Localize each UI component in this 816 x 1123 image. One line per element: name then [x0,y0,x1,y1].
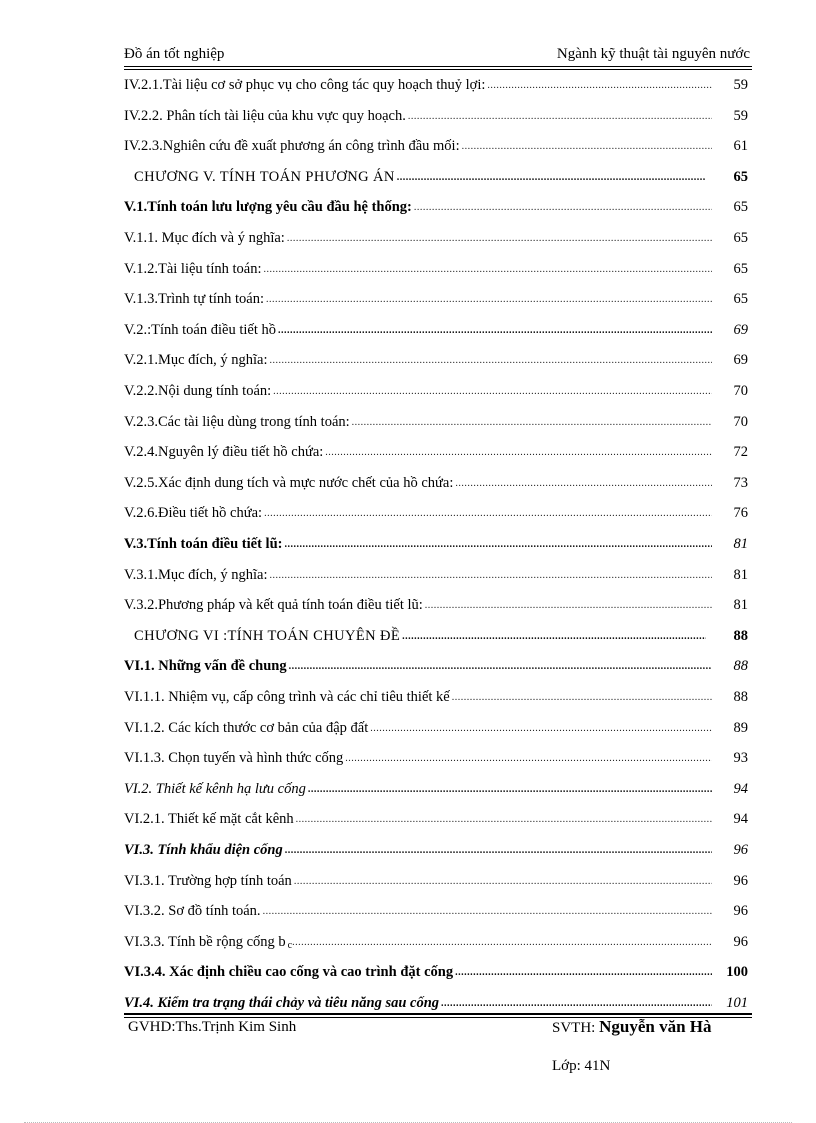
toc-entry-title: VI.3.2. Sơ đồ tính toán. [124,903,261,920]
toc-dot-leader [414,203,712,216]
header-right-text: Ngành kỹ thuật tài nguyên nước [556,46,750,62]
toc-dot-leader [292,938,712,951]
toc-page-number: 88 [733,627,748,644]
toc-dot-leader [352,418,712,431]
toc-page-number: 94 [733,811,748,828]
footer-class: Lớp: 41N [552,1058,611,1074]
toc-page-number: 81 [733,536,748,552]
footer-student-name: Nguyễn văn Hà [599,1017,712,1036]
toc-page-number: 70 [733,383,748,399]
toc-dot-leader [402,632,706,645]
toc-entry-title: V.3.1.Mục đích, ý nghĩa: [124,566,268,583]
toc-entry-title: V.2.5.Xác định dung tích và mực nước chết của hồ chứa: [124,474,454,491]
toc-page-number: 72 [733,444,748,461]
toc-dot-leader [263,907,712,920]
toc-dot-leader [408,112,712,125]
toc-page-number: 65 [733,199,748,216]
toc-entry[interactable] [124,617,752,645]
toc-dot-leader [284,540,712,553]
toc-entry[interactable] [124,678,752,706]
toc-dot-leader [397,173,706,186]
toc-entry[interactable] [124,219,752,247]
toc-entry[interactable] [124,158,752,186]
toc-dot-leader [452,693,712,706]
toc-entry[interactable] [124,311,752,339]
toc-page-number: 76 [733,505,748,522]
toc-entry-title: V.2.2.Nội dung tính toán: [124,383,272,399]
toc-entry[interactable] [124,892,752,920]
toc-entry-title: V.3.2.Phương pháp và kết quả tính toán điều tiết lũ: [124,597,423,614]
toc-entry[interactable] [124,280,752,308]
toc-page-number: 96 [733,872,748,889]
toc-page-number: 81 [733,597,748,614]
toc-entry-title: VI.1.1. Nhiệm vụ, cấp công trình và các chỉ tiêu thiết kế [124,689,450,705]
toc-page-number: 100 [726,964,748,981]
toc-dot-leader [345,754,712,767]
toc-entry-title: VI.3. Tính khẩu diện cống [124,842,283,858]
toc-page-number: 65 [733,168,748,185]
toc-entry[interactable] [124,586,752,614]
page-header [124,44,752,68]
toc-dot-leader [370,724,712,737]
toc-entry-title: IV.2.2. Phân tích tài liệu của khu vực quy hoạch. [124,107,406,124]
footer-rule [124,1013,752,1015]
toc-entry-title: VI.4. Kiểm tra trạng thái chảy và tiêu năng sau cống [124,995,440,1011]
toc-dot-leader [455,968,712,981]
toc-page-number: 88 [733,658,748,675]
toc-dot-leader [287,234,712,247]
toc-page-number: 81 [733,566,748,583]
footer-student-label: SVTH: [552,1020,596,1036]
toc-dot-leader [270,571,712,584]
toc-dot-leader [441,999,712,1012]
toc-entry[interactable] [124,923,752,951]
header-left-text: Đồ án tốt nghiệp [124,46,225,62]
toc-page-number: 101 [726,995,748,1011]
toc-entry-title: VI.1. Những vấn đề chung [124,658,287,675]
toc-entry[interactable] [124,494,752,522]
toc-entry[interactable] [124,464,752,492]
toc-entry[interactable] [124,188,752,216]
toc-entry-title: V.3.Tính toán điều tiết lũ: [124,536,283,552]
toc-dot-leader [266,295,712,308]
toc-entry[interactable] [124,800,752,828]
footer-advisor: GVHD:Ths.Trịnh Kim Sinh [128,1019,297,1035]
toc-entry[interactable] [124,525,752,553]
toc-entry[interactable] [124,862,752,890]
toc-entry-title: VI.2.1. Thiết kế mặt cắt kênh [124,811,294,828]
toc-dot-leader [264,509,712,522]
toc-entry[interactable] [124,433,752,461]
toc-page-number: 88 [733,689,748,705]
toc-dot-leader [270,356,712,369]
toc-entry[interactable] [124,984,752,1012]
toc-page-number: 96 [733,842,748,858]
toc-entry-title: V.2.6.Điều tiết hồ chứa: [124,505,263,522]
toc-entry-title: VI.1.3. Chọn tuyến và hình thức cống [124,750,344,767]
toc-page-number: 59 [733,107,748,124]
toc-dot-leader [308,785,712,798]
toc-page-number: 96 [733,903,748,920]
toc-entry-title: V.1.2.Tài liệu tính toán: [124,260,262,277]
toc-entry[interactable] [124,953,752,981]
toc-entry[interactable] [124,739,752,767]
toc-page-number: 96 [733,933,748,950]
toc-page-number: 65 [733,260,748,277]
toc-page-number: 61 [733,138,748,155]
toc-entry[interactable] [124,250,752,278]
toc-entry[interactable] [124,127,752,155]
toc-dot-leader [425,601,712,614]
toc-entry-title: IV.2.1.Tài liệu cơ sở phục vụ cho công tác quy hoạch thuỷ lợi: [124,77,486,93]
toc-dot-leader [487,81,712,94]
toc-page-number: 65 [733,291,748,308]
toc-entry-title: IV.2.3.Nghiên cứu đề xuất phương án công trình đầu mối: [124,138,460,155]
toc-entry[interactable] [124,831,752,859]
toc-dot-leader [455,479,712,492]
toc-entry-title: V.1.1. Mục đích và ý nghĩa: [124,230,285,246]
toc-dot-leader [296,815,712,828]
toc-entry-title: CHƯƠNG V. TÍNH TOÁN PHƯƠNG ÁN [134,168,395,185]
toc-entry[interactable] [124,341,752,369]
toc-entry[interactable] [124,372,752,400]
toc-dot-leader [289,662,712,675]
toc-dot-leader [294,877,712,890]
toc-entry-title: V.2.3.Các tài liệu dùng trong tính toán: [124,413,350,430]
toc-entry[interactable] [124,403,752,431]
toc-entry[interactable] [124,770,752,798]
toc-entry-title: VI.1.2. Các kích thước cơ bản của đập đất [124,719,369,736]
toc-entry-title: VI.3.1. Trường hợp tính toán [124,872,292,889]
toc-entry-title: V.1.3.Trình tự tính toán: [124,291,264,308]
toc-page-number: 65 [733,230,748,246]
toc-dot-leader [285,846,712,859]
toc-entry-subscript: c [287,939,293,951]
toc-entry[interactable] [124,647,752,675]
toc-page-number: 59 [733,77,748,93]
toc-entry-title: V.1.Tính toán lưu lượng yêu cầu đầu hệ thống: [124,199,412,216]
toc-page-number: 94 [733,780,748,797]
toc-page-number: 70 [733,413,748,430]
toc-page-number: 69 [733,352,748,369]
footer-student [552,1017,712,1037]
toc-entry[interactable] [124,709,752,737]
toc-page-number: 73 [733,474,748,491]
toc-entry-title: V.2.1.Mục đích, ý nghĩa: [124,352,268,369]
toc-page-number: 69 [733,321,748,338]
toc-dot-leader [278,326,712,339]
toc-entry[interactable] [124,97,752,125]
toc-dot-leader [263,265,712,278]
toc-page-number: 89 [733,719,748,736]
toc-dot-leader [273,387,712,400]
toc-dot-leader [462,142,712,155]
toc-entry[interactable] [124,66,752,94]
toc-entry[interactable] [124,556,752,584]
toc-entry-title: VI.3.4. Xác định chiều cao cống và cao trình đặt cống [124,964,454,981]
toc-entry-title: V.2.4.Nguyên lý điều tiết hồ chứa: [124,444,324,461]
toc-entry-title: V.2.:Tính toán điều tiết hồ [124,321,276,338]
toc-entry-title: VI.3.3. Tính bề rộng cống b [124,933,286,950]
toc-entry-title: VI.2. Thiết kế kênh hạ lưu cống [124,780,306,797]
toc-page-number: 93 [733,750,748,767]
toc-dot-leader [325,448,712,461]
toc-entry-title: CHƯƠNG VI :TÍNH TOÁN CHUYÊN ĐỀ [134,627,401,644]
